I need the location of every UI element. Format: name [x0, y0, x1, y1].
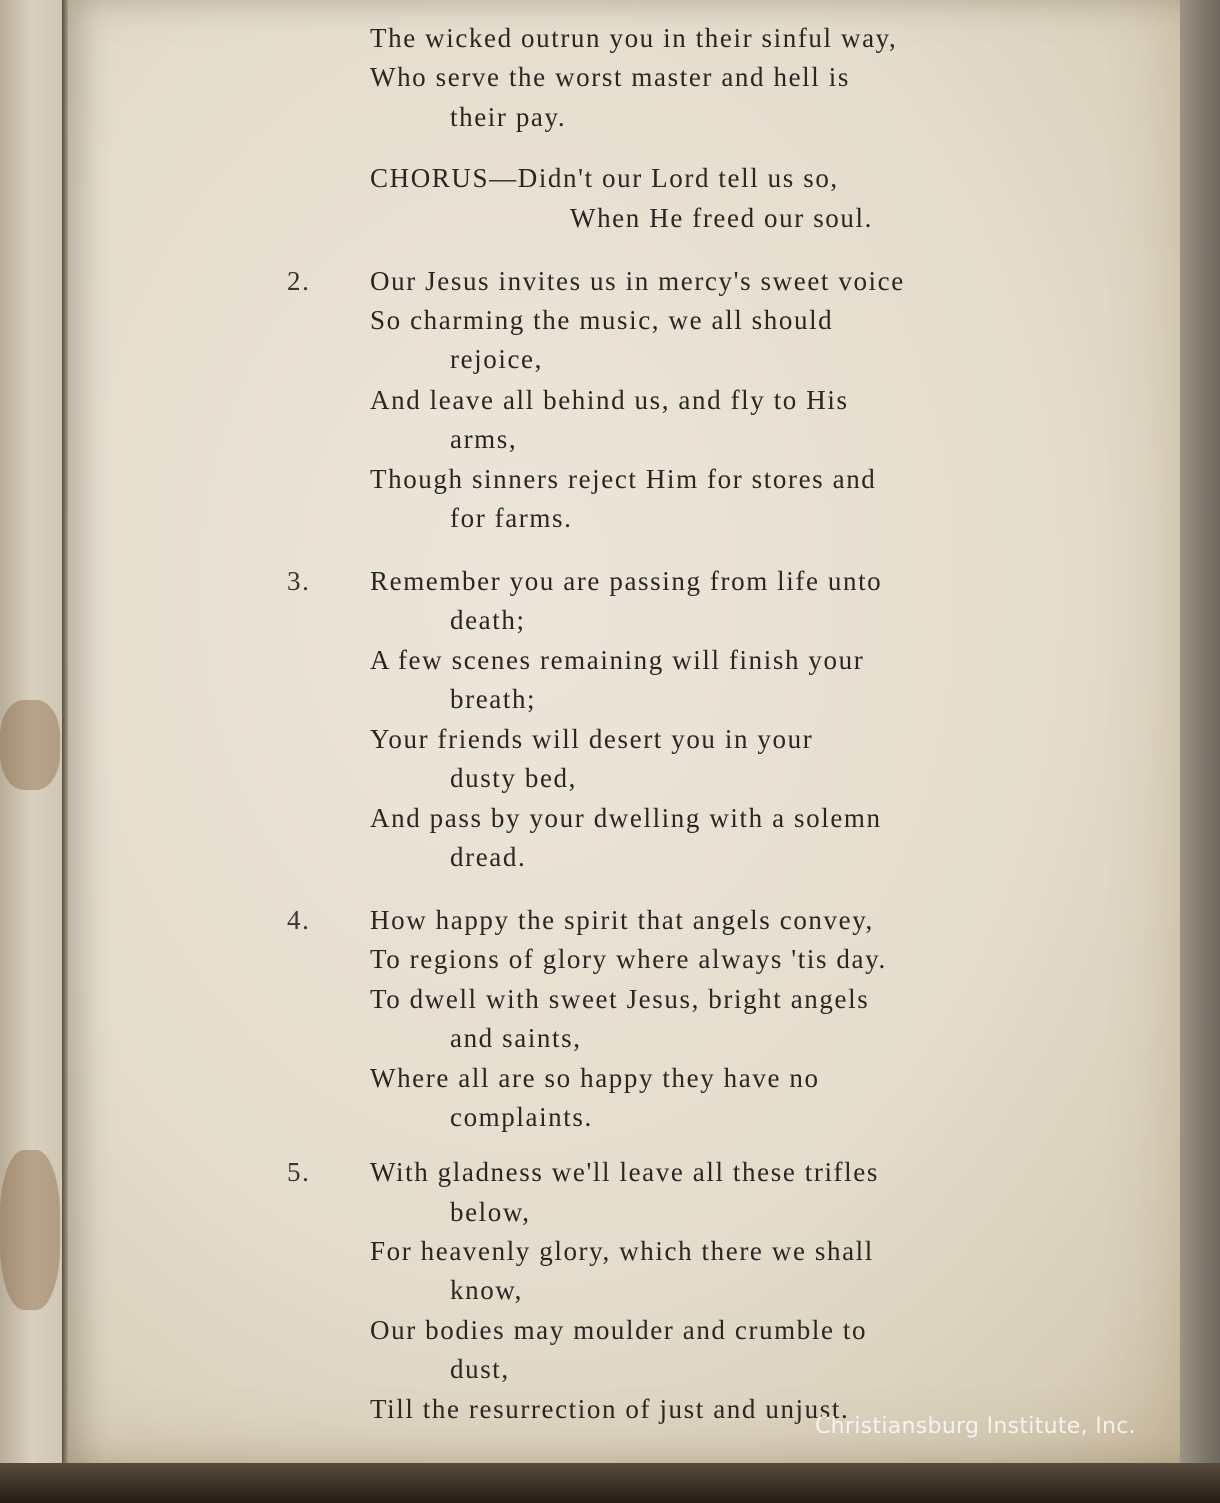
- verse-line: For heavenly glory, which there we shall: [370, 1236, 874, 1266]
- verse-line: With gladness we'll leave all these trifles: [370, 1157, 879, 1187]
- verse-line: To regions of glory where always 'tis day.: [370, 944, 887, 974]
- verse-line: Where all are so happy they have no: [370, 1063, 820, 1093]
- verse-line: know,: [450, 1275, 523, 1305]
- verse-number: 2.: [287, 266, 311, 296]
- stain: [0, 700, 60, 790]
- verse-line: And leave all behind us, and fly to His: [370, 385, 849, 415]
- chorus-line: CHORUS—Didn't our Lord tell us so,: [370, 163, 839, 193]
- verse-line: breath;: [450, 684, 537, 714]
- verse-line: To dwell with sweet Jesus, bright angels: [370, 984, 870, 1014]
- book-binding: [0, 1463, 1220, 1503]
- verse-line: A few scenes remaining will finish your: [370, 645, 865, 675]
- verse-line: Our Jesus invites us in mercy's sweet voice: [370, 266, 905, 296]
- verse-line: their pay.: [450, 102, 567, 132]
- verse-line: So charming the music, we all should: [370, 305, 834, 335]
- verse-number: 4.: [287, 905, 311, 935]
- verse-line: dust,: [450, 1354, 510, 1384]
- verse-line: And pass by your dwelling with a solemn: [370, 803, 882, 833]
- stain: [0, 1150, 60, 1310]
- verse-line: death;: [450, 605, 526, 635]
- right-page-edge: [1180, 0, 1220, 1503]
- verse-line: rejoice,: [450, 344, 543, 374]
- watermark: Christiansburg Institute, Inc.: [815, 1414, 1136, 1439]
- book-spine: [62, 0, 68, 1470]
- verse-line: below,: [450, 1197, 531, 1227]
- verse-line: Though sinners reject Him for stores and: [370, 464, 877, 494]
- verse-line: Who serve the worst master and hell is: [370, 62, 850, 92]
- verse-line: Your friends will desert you in your: [370, 724, 814, 754]
- verse-line: Our bodies may moulder and crumble to: [370, 1315, 868, 1345]
- verse-line: arms,: [450, 424, 518, 454]
- verse-number: 3.: [287, 566, 311, 596]
- verse-line: complaints.: [450, 1102, 593, 1132]
- verse-number: 5.: [287, 1157, 311, 1187]
- verse-line: Remember you are passing from life unto: [370, 566, 883, 596]
- verse-line: for farms.: [450, 503, 573, 533]
- verse-line: The wicked outrun you in their sinful way,: [370, 23, 898, 53]
- verse-line: How happy the spirit that angels convey,: [370, 905, 874, 935]
- verse-line: dread.: [450, 842, 527, 872]
- verse-line: Till the resurrection of just and unjust.: [370, 1394, 850, 1424]
- verse-line: and saints,: [450, 1023, 582, 1053]
- verse-line: dusty bed,: [450, 763, 577, 793]
- chorus-line: When He freed our soul.: [570, 203, 873, 233]
